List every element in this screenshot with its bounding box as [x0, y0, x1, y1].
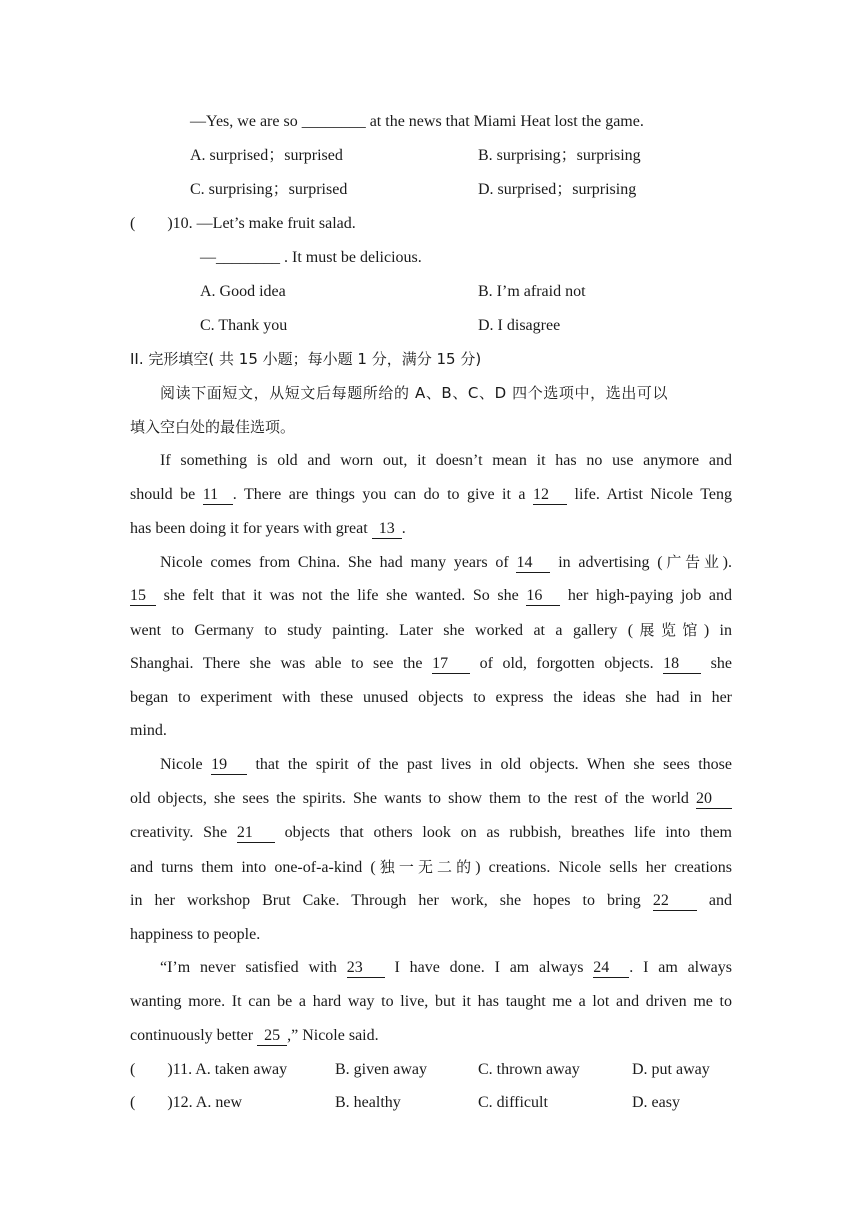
blank-17: 17 — [432, 655, 470, 674]
q9-blank: ________ — [301, 113, 366, 130]
q10-option-b: B. I’m afraid not — [478, 283, 586, 300]
p4-line-3: continuously better 25 ,” Nicole said. — [130, 1027, 379, 1044]
blank-24: 24 — [593, 959, 629, 978]
blank-23: 23 — [347, 959, 385, 978]
p2-line-3: went to Germany to study painting. Later she worked at a gallery (展览馆) in — [130, 621, 733, 639]
blank-25: 25 — [257, 1027, 287, 1046]
p1-line-1: If something is old and worn out, it doesn’t mean it has no use anymore and — [160, 452, 732, 469]
blank-13: 13 — [372, 520, 402, 539]
p3-line-1: Nicole 19 that the spirit of the past lives in old objects. When she sees those — [160, 756, 732, 773]
p3-line-2: old objects, she sees the spirits. She wants to show them to the rest of the world 20 — [130, 789, 732, 809]
q10-option-c: C. Thank you — [200, 317, 288, 334]
question-number: 10. — [172, 215, 193, 232]
q11-option-a: 11. A. taken away — [172, 1061, 288, 1078]
blank-14: 14 — [516, 554, 550, 573]
q12-option-b: B. healthy — [335, 1094, 401, 1111]
p2-line-5: began to experiment with these unused objects to express the ideas she had in her — [130, 689, 732, 706]
answer-parens: ( ) — [130, 1061, 173, 1078]
q9-dialog-line — [190, 112, 644, 132]
q10-option-d: D. I disagree — [478, 317, 561, 334]
q9-option-b: B. surprising；surprising — [478, 147, 641, 164]
p3-line-5: in her workshop Brut Cake. Through her work, she hopes to bring 22 and — [130, 892, 732, 909]
blank-11: 11 — [203, 486, 233, 505]
q10-option-a: A. Good idea — [200, 283, 286, 300]
q11-option-c: C. thrown away — [478, 1061, 580, 1078]
p3-line-4: and turns them into one-of-a-kind (独一无二的) creations. Nicole sells her creations — [130, 858, 732, 876]
p3-line-6: happiness to people. — [130, 926, 261, 943]
dash: — — [190, 113, 206, 130]
q12-option-d: D. easy — [632, 1094, 680, 1111]
answer-parens: ( ) — [130, 215, 173, 232]
p4-line-2: wanting more. It can be a hard way to live, but it has taught me a lot and driven me to — [130, 993, 732, 1010]
instruction-line-1: 阅读下面短文，从短文后每题所给的 A、B、C、D 四个选项中，选出可以 — [160, 384, 669, 402]
p2-line-4: Shanghai. There she was able to see the 17 of old, forgotten objects. 18 she — [130, 655, 733, 672]
blank-22: 22 — [653, 892, 697, 911]
q9-option-d: D. surprised；surprising — [478, 181, 637, 198]
p1-line-2: should be 11 . There are things you can do to give it a 12 life. Artist Nicole Teng — [130, 486, 732, 503]
q12-option-c: C. difficult — [478, 1094, 548, 1111]
p2-line-6: mind. — [130, 722, 167, 739]
q10-answer-line: —________ . It must be delicious. — [200, 249, 422, 266]
p1-line-3: has been doing it for years with great 13 . — [130, 520, 406, 537]
blank-15: 15 — [130, 587, 156, 606]
p4-line-1: “I’m never satisfied with 23 I have done. I am always 24 . I am always — [160, 959, 732, 976]
answer-parens: ( ) — [130, 1094, 173, 1111]
instruction-line-2: 填入空白处的最佳选项。 — [130, 418, 296, 436]
blank-16: 16 — [526, 587, 560, 606]
q9-option-c: C. surprising；surprised — [190, 181, 348, 198]
q11-option-b: B. given away — [335, 1061, 427, 1078]
q11-option-d: D. put away — [632, 1061, 710, 1078]
q9-text: Yes, we are so — [206, 113, 302, 130]
q12-line — [130, 1093, 242, 1113]
q10-prompt-line — [130, 214, 356, 234]
blank-18: 18 — [663, 655, 701, 674]
section-heading: II. 完形填空( 共 15 小题；每小题 1 分，满分 15 分) — [130, 350, 482, 368]
blank-20: 20 — [696, 790, 732, 809]
q9-option-a: A. surprised；surprised — [190, 147, 343, 164]
blank-21: 21 — [237, 824, 275, 843]
q11-line — [130, 1060, 287, 1080]
p3-line-3: creativity. She 21 objects that others look on as rubbish, breathes life into them — [130, 824, 732, 841]
p2-line-2: 15 she felt that it was not the life she wanted. So she 16 her high-paying job and — [130, 587, 733, 604]
q10-prompt: —Let’s make fruit salad. — [196, 215, 356, 232]
q12-option-a: 12. A. new — [172, 1094, 242, 1111]
p2-line-1: Nicole comes from China. She had many years of 14 in advertising (广告业). — [160, 553, 732, 571]
blank-12: 12 — [533, 486, 567, 505]
q9-text-after: at the news that Miami Heat lost the game. — [365, 113, 644, 130]
blank-19: 19 — [211, 756, 247, 775]
